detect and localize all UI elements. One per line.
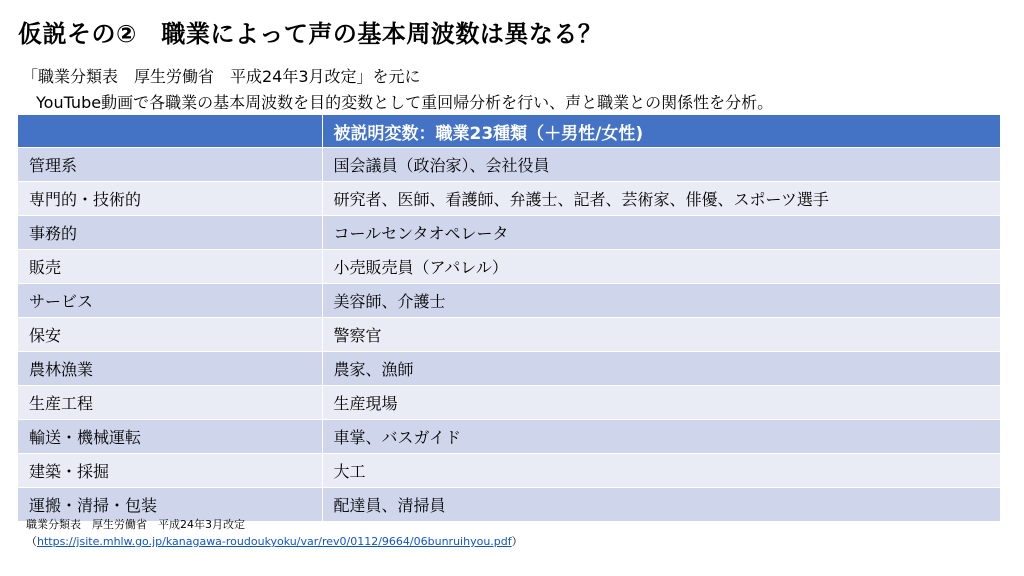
occupations-cell: 国会議員（政治家）、会社役員: [322, 148, 1000, 182]
occupations-cell: 車掌、バスガイド: [322, 420, 1000, 454]
table-header-row: [18, 115, 1000, 148]
paren-close: ）: [511, 535, 523, 548]
occupations-cell: 大工: [322, 454, 1000, 488]
slide-title: 仮説その② 職業によって声の基本周波数は異なる？: [18, 20, 603, 48]
source-title: 職業分類表 厚生労働省 平成24年3月改定: [26, 518, 245, 531]
intro-line-1: 「職業分類表 厚生労働省 平成24年3月改定」を元に: [22, 67, 421, 86]
intro-text: [22, 64, 773, 116]
category-cell: 保安: [18, 318, 322, 352]
table-row: [18, 352, 1000, 386]
category-cell: 運搬・清掃・包装: [18, 488, 322, 522]
paren-open: （: [26, 535, 37, 548]
occupations-cell: 農家、漁師: [322, 352, 1000, 386]
intro-line-2: YouTube動画で各職業の基本周波数を目的変数として重回帰分析を行い、声と職業との関係性を分析。: [36, 93, 774, 112]
table-row: [18, 250, 1000, 284]
table-row: [18, 454, 1000, 488]
category-cell: 専門的・技術的: [18, 182, 322, 216]
occupations-cell: 警察官: [322, 318, 1000, 352]
occupations-cell: 配達員、清掃員: [322, 488, 1000, 522]
table-row: [18, 148, 1000, 182]
table-row: [18, 182, 1000, 216]
category-cell: 事務的: [18, 216, 322, 250]
occupations-cell: 生産現場: [322, 386, 1000, 420]
category-cell: 輸送・機械運転: [18, 420, 322, 454]
category-cell: 販売: [18, 250, 322, 284]
category-cell: 建築・採掘: [18, 454, 322, 488]
occupations-cell: コールセンタオペレータ: [322, 216, 1000, 250]
source-link[interactable]: https://jsite.mhlw.go.jp/kanagawa-roudoukyoku/var/rev0/0112/9664/06bunruihyou.pdf: [37, 535, 512, 548]
table-row: [18, 284, 1000, 318]
table-row: [18, 216, 1000, 250]
source-note: [26, 516, 523, 550]
table-row: [18, 318, 1000, 352]
occupations-cell: 美容師、介護士: [322, 284, 1000, 318]
header-cell-occupations: 被説明変数：職業23種類（＋男性/女性): [322, 115, 1000, 148]
table-row: [18, 420, 1000, 454]
occupations-cell: 研究者、医師、看護師、弁護士、記者、芸術家、俳優、スポーツ選手: [322, 182, 1000, 216]
header-cell-category: [18, 115, 322, 148]
occupation-table: [18, 115, 1001, 522]
occupations-cell: 小売販売員（アパレル）: [322, 250, 1000, 284]
source-link-line: [26, 533, 523, 550]
category-cell: 生産工程: [18, 386, 322, 420]
category-cell: 農林漁業: [18, 352, 322, 386]
table-row: [18, 386, 1000, 420]
category-cell: サービス: [18, 284, 322, 318]
category-cell: 管理系: [18, 148, 322, 182]
